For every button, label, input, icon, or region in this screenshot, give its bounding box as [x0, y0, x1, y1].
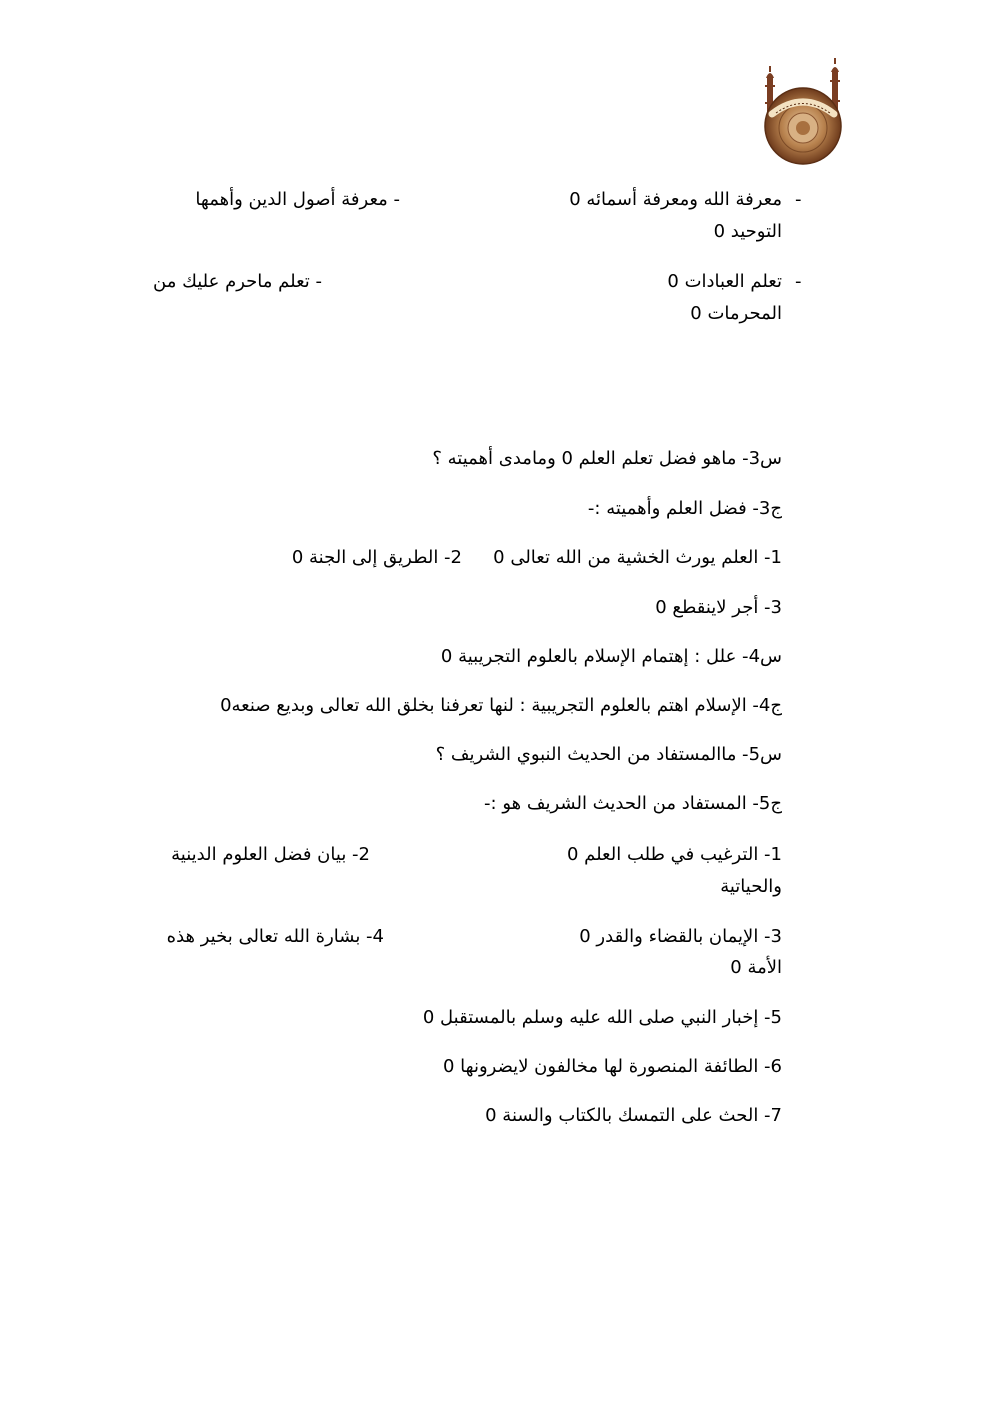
- answer-3-item-1: 1- العلم يورث الخشية من الله تعالى 0: [493, 547, 782, 568]
- bullet-dash: -: [795, 189, 802, 210]
- answer-4: ج4- الإسلام اهتم بالعلوم التجريبية : لنها تعرفنا بخلق الله تعالى وبديع صنعه0: [220, 695, 782, 716]
- answer-5-item-4: 4- بشارة الله تعالى بخير هذه: [166, 926, 384, 947]
- answer-3-item-2: 2- الطريق إلى الجنة 0: [291, 547, 462, 568]
- answer-5-item-4-continuation: الأمة 0: [730, 957, 782, 978]
- question-4: س4- علل : إهتمام الإسلام بالعلوم التجريبية 0: [440, 646, 782, 667]
- answer-5-item-3: 3- الإيمان بالقضاء والقدر 0: [579, 926, 782, 947]
- bullet-2-continuation: المحرمات 0: [690, 303, 782, 324]
- bullet-1-right: معرفة الله ومعرفة أسمائه 0: [569, 189, 782, 210]
- answer-3-item-3: 3- أجر لاينقطع 0: [655, 597, 782, 618]
- answer-3-intro: ج3- فضل العلم وأهميته :-: [587, 498, 782, 519]
- bullet-1-continuation: التوحيد 0: [713, 221, 782, 242]
- question-5: س5- ماالمستفاد من الحديث النبوي الشريف ؟: [435, 744, 782, 765]
- emblem-disc: [765, 88, 841, 164]
- answer-5-item-1: 1- الترغيب في طلب العلم 0: [566, 844, 782, 865]
- bullet-2-right: تعلم العبادات 0: [667, 271, 782, 292]
- bullet-2-left: - تعلم ماحرم عليك من: [153, 271, 322, 292]
- answer-5-item-6: 6- الطائفة المنصورة لها مخالفون لايضرونها 0: [442, 1056, 782, 1077]
- answer-5-item-2: 2- بيان فضل العلوم الدينية: [171, 844, 370, 865]
- answer-5-item-5: 5- إخبار النبي صلى الله عليه وسلم بالمستقبل 0: [422, 1007, 782, 1028]
- bullet-1-left: - معرفة أصول الدين وأهمها: [195, 189, 400, 210]
- answer-5-item-7: 7- الحث على التمسك بالكتاب والسنة 0: [485, 1105, 782, 1126]
- islamic-education-logo: [762, 58, 844, 168]
- question-3: س3- ماهو فضل تعلم العلم 0 ومامدى أهميته ؟: [432, 448, 782, 469]
- answer-5-intro: ج5- المستفاد من الحديث الشريف هو :-: [484, 793, 782, 814]
- answer-5-item-2-continuation: والحياتية: [720, 876, 782, 897]
- bullet-dash: -: [795, 271, 802, 292]
